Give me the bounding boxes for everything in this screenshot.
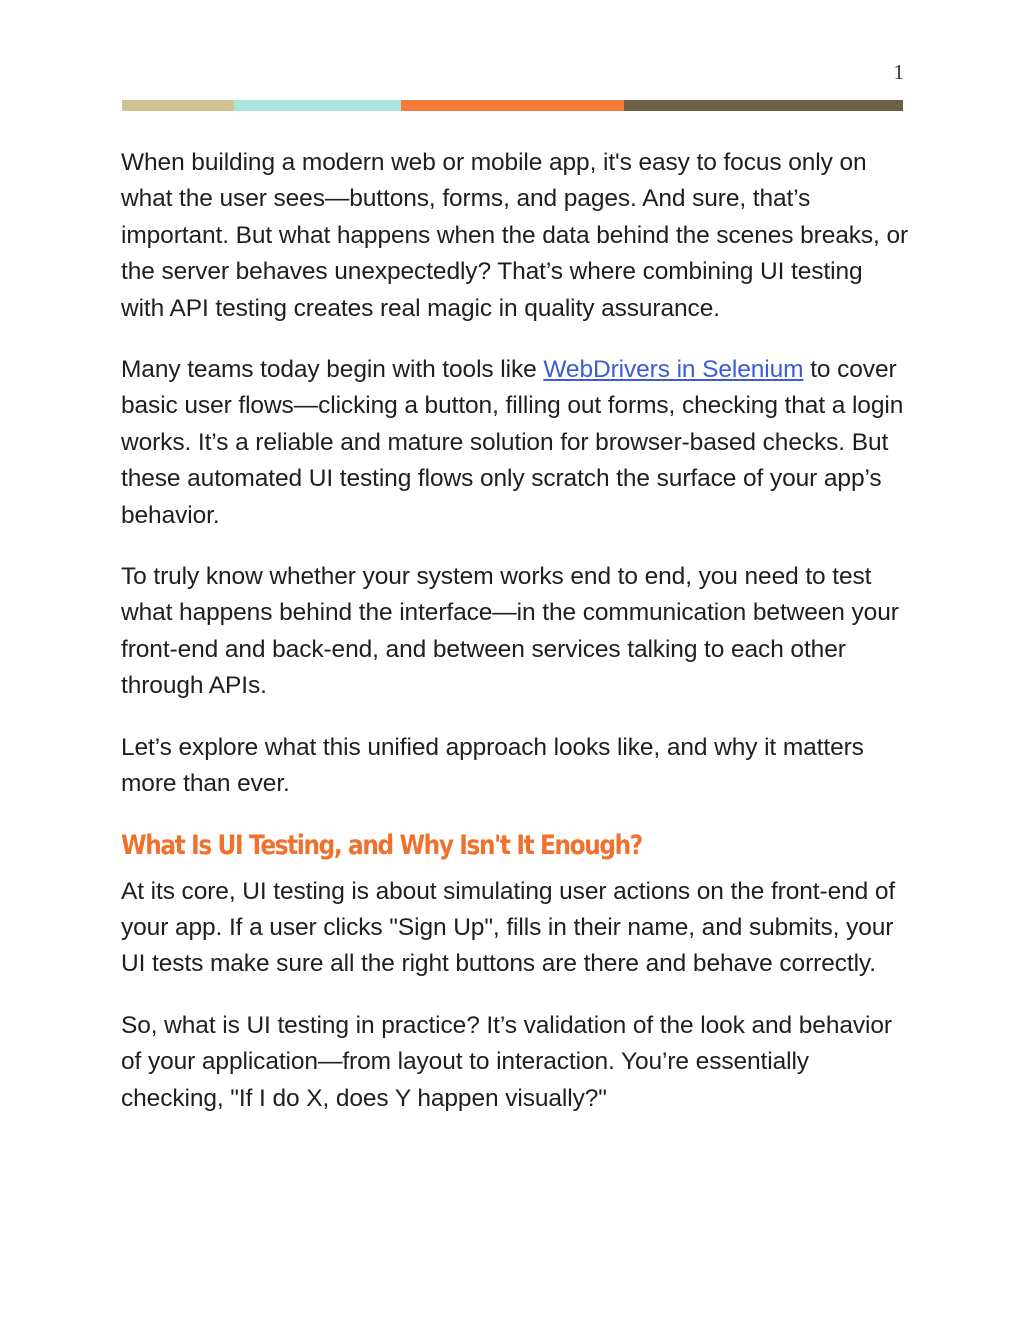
paragraph-selenium-lead: Many teams today begin with tools like [121, 356, 544, 384]
color-bar-segment-orange [401, 100, 624, 111]
color-bar-segment-tan [122, 100, 234, 111]
paragraph-intro: When building a modern web or mobile app, it's easy to focus only on what the user sees—buttons, forms, and pages. And sure, that’s important. But what happens when the data behind the scenes breaks, or the server behaves unexpectedly? That’s where combining UI testing with API testing creates real magic in quality assurance. [121, 149, 909, 322]
section-heading: What Is UI Testing, and Why Isn't It Enough? [121, 829, 642, 861]
webdrivers-selenium-link[interactable]: WebDrivers in Selenium [543, 356, 804, 384]
color-bar-segment-mint [234, 100, 401, 111]
paragraph-explore: Let’s explore what this unified approach looks like, and why it matters more than ever. [121, 733, 864, 798]
decorative-color-bar [122, 100, 903, 111]
paragraph-end-to-end: To truly know whether your system works end to end, you need to test what happens behind the interface—in the communication between your front-end and back-end, and between services talking to each other through APIs. [121, 563, 899, 700]
article-body [121, 145, 911, 1142]
color-bar-segment-brown [624, 100, 903, 111]
page-number: 1 [893, 60, 904, 84]
paragraph-selenium-rest: to cover basic user flows—clicking a button, filling out forms, checking that a login works. It’s a reliable and mature solution for browser-based checks. But these automated UI testing flows only scratch the surface of your app’s behavior. [121, 356, 904, 529]
paragraph-ui-testing-core: At its core, UI testing is about simulating user actions on the front-end of your app. If a user clicks "Sign Up", fills in their name, and submits, your UI tests make sure all the right buttons are there and behave correctly. [121, 877, 896, 978]
paragraph-ui-testing-practice: So, what is UI testing in practice? It’s validation of the look and behavior of your application—from layout to interaction. You’re essentially checking, "If I do X, does Y happen visually?" [121, 1011, 892, 1112]
paragraph-selenium [121, 352, 911, 534]
